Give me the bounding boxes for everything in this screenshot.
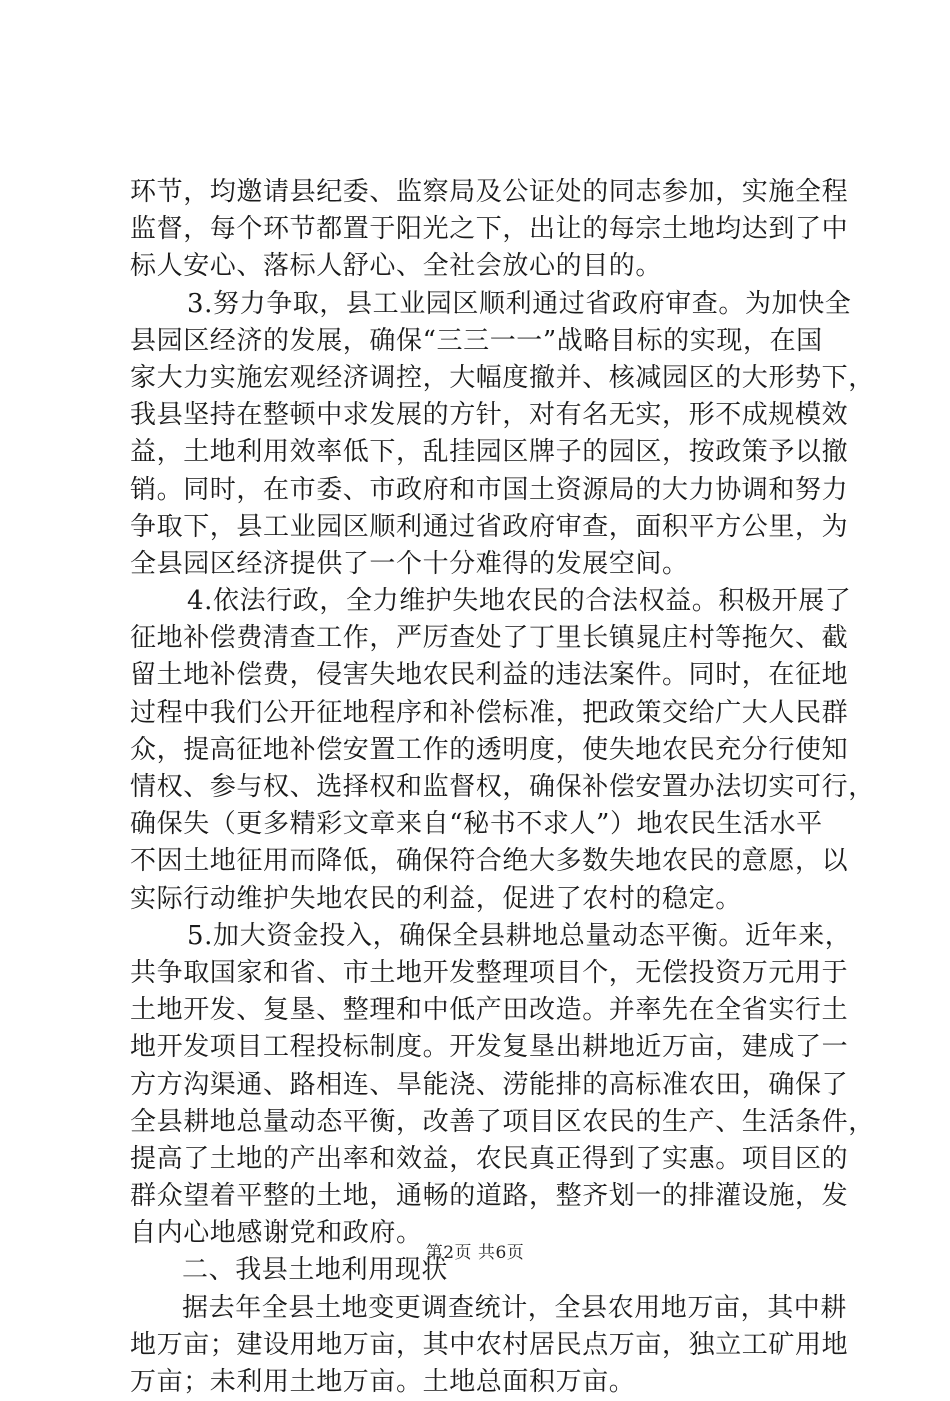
text-line: 自内心地感谢党和政府。: [130, 1218, 423, 1249]
text-line: 共争取国家和省、市土地开发整理项目个，无偿投资万元用于: [130, 957, 849, 988]
text-line: 全县园区经济提供了一个十分难得的发展空间。: [130, 548, 689, 579]
text-line: 方方沟渠通、路相连、旱能浇、涝能排的高标准农田，确保了: [130, 1069, 849, 1100]
text-line: 过程中我们公开征地程序和补偿标准，把政策交给广大人民群: [130, 697, 849, 728]
text-line: 环节，均邀请县纪委、监察局及公证处的同志参加，实施全程: [130, 177, 849, 207]
text-line: 全县耕地总量动态平衡，改善了项目区农民的生产、生活条件，: [130, 1106, 875, 1137]
text-line: 监督，每个环节都置于阳光之下，出让的每宗土地均达到了中: [130, 214, 849, 245]
text-line: 益，土地利用效率低下，乱挂园区牌子的园区，按政策予以撤: [130, 437, 849, 468]
document-body: [130, 174, 875, 1401]
text-line: 二、我县土地利用现状: [182, 1255, 449, 1286]
text-line: 家大力实施宏观经济调控，大幅度撤并、核减园区的大形势下，: [130, 362, 875, 393]
text-line: 据去年全县土地变更调查统计，全县农用地万亩，其中耕: [182, 1292, 848, 1323]
text-line: 我县坚持在整顿中求发展的方针，对有名无实，形不成规模效: [130, 400, 849, 431]
text-line: 地万亩；建设用地万亩，其中农村居民点万亩，独立工矿用地: [130, 1329, 849, 1360]
text-line: 实际行动维护失地农民的利益，促进了农村的稳定。: [130, 883, 742, 914]
text-line: 万亩；未利用土地万亩。土地总面积万亩。: [130, 1367, 636, 1397]
text-line: 3.努力争取，县工业园区顺利通过省政府审查。为加快全: [187, 288, 852, 319]
text-line: 确保失（更多精彩文章来自“秘书不求人”）地农民生活水平: [130, 809, 823, 840]
text-line: 4.依法行政，全力维护失地农民的合法权益。积极开展了: [187, 586, 852, 617]
text-line: 情权、参与权、选择权和监督权，确保补偿安置办法切实可行，: [130, 772, 875, 802]
text-line: 不因土地征用而降低，确保符合绝大多数失地农民的意愿，以: [130, 846, 849, 877]
text-line: 5.加大资金投入，确保全县耕地总量动态平衡。近年来，: [187, 920, 852, 951]
text-line: 地开发项目工程投标制度。开发复垦出耕地近万亩，建成了一: [130, 1032, 849, 1063]
text-line: 争取下，县工业园区顺利通过省政府审查，面积平方公里，为: [130, 511, 849, 542]
page-footer: 第2页 共6页: [425, 1243, 525, 1263]
text-line: 征地补偿费清查工作，严厉查处了丁里长镇晁庄村等拖欠、截: [130, 623, 849, 654]
text-line: 留土地补偿费，侵害失地农民利益的违法案件。同时，在征地: [130, 660, 849, 691]
text-line: 众，提高征地补偿安置工作的透明度，使失地农民充分行使知: [130, 734, 849, 765]
text-line: 县园区经济的发展，确保“三三一一”战略目标的实现，在国: [130, 325, 823, 356]
text-line: 提高了土地的产出率和效益，农民真正得到了实惠。项目区的: [130, 1143, 849, 1174]
text-line: 群众望着平整的土地，通畅的道路，整齐划一的排灌设施，发: [130, 1181, 849, 1212]
text-line: 土地开发、复垦、整理和中低产田改造。并率先在全省实行土: [130, 995, 849, 1026]
text-line: 销。同时，在市委、市政府和市国土资源局的大力协调和努力: [130, 474, 849, 505]
text-line: 标人安心、落标人舒心、全社会放心的目的。: [130, 251, 663, 282]
